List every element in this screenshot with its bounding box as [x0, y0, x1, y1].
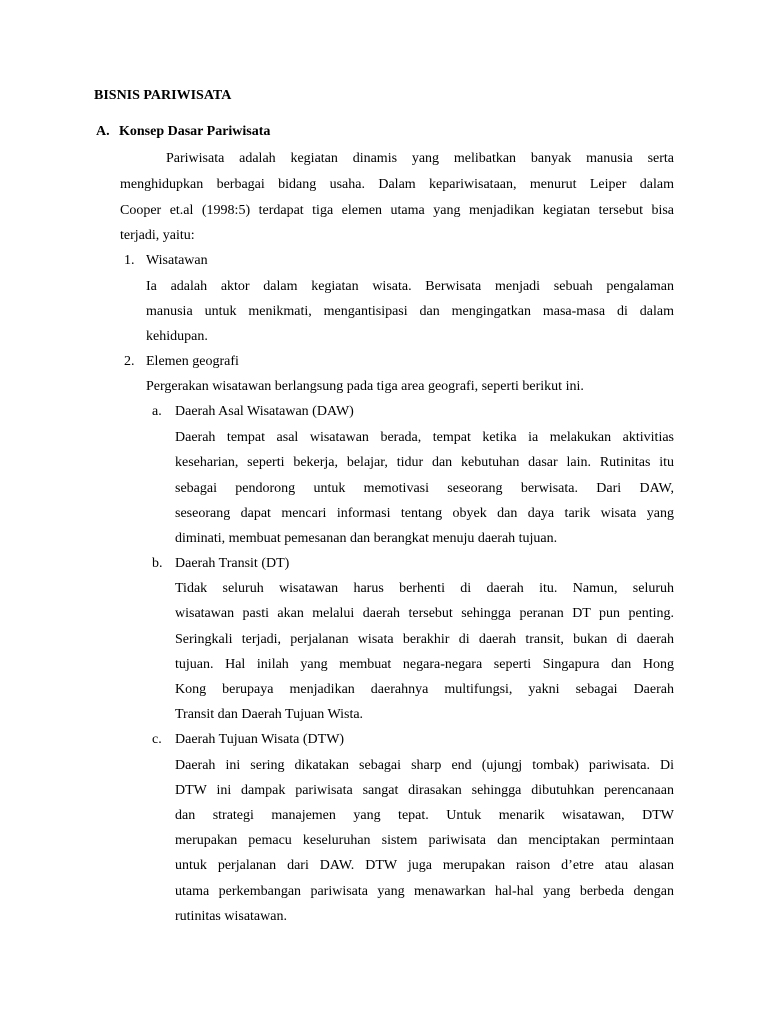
subitem-c-text-line: utama perkembangan pariwisata yang menawarkan hal-hal yang berbeda dengan: [175, 884, 674, 899]
subitem-b-text-line: Tidak seluruh wisatawan harus berhenti di daerah itu. Namun, seluruh: [175, 581, 674, 596]
subitem-c-text-line: dan strategi manajemen yang tepat. Untuk menarik wisatawan, DTW: [175, 808, 674, 823]
subitem-a-text-line: keseharian, seperti bekerja, belajar, tidur dan kebutuhan dasar lain. Rutinitas itu: [175, 455, 674, 470]
item-1-label: Wisatawan: [146, 253, 208, 268]
item-1-marker: 1.: [124, 253, 135, 268]
document-title: BISNIS PARIWISATA: [94, 88, 232, 103]
subitem-a-text-line: Daerah tempat asal wisatawan berada, tempat ketika ia melakukan aktivitias: [175, 430, 674, 445]
subitem-c-text-line: rutinitas wisatawan.: [175, 909, 287, 924]
item-2-label: Elemen geografi: [146, 354, 239, 369]
subitem-a-text-line: seseorang dapat mencari informasi tentang obyek dan daya tarik wisata yang: [175, 506, 674, 521]
subitem-a-label: Daerah Asal Wisatawan (DAW): [175, 404, 354, 419]
subitem-c-marker: c.: [152, 732, 162, 747]
subitem-a-text-line: sebagai pendorong untuk memotivasi seseorang berwisata. Dari DAW,: [175, 481, 674, 496]
subitem-b-text-line: tujuan. Hal inilah yang membuat negara-negara seperti Singapura dan Hong: [175, 657, 674, 672]
section-a-marker: A.: [96, 124, 110, 139]
item-1-text-line: kehidupan.: [146, 329, 208, 344]
intro-line: terjadi, yaitu:: [120, 228, 195, 243]
subitem-b-text-line: Transit dan Daerah Tujuan Wista.: [175, 707, 364, 722]
subitem-a-text-line: diminati, membuat pemesanan dan berangkat menuju daerah tujuan.: [175, 531, 558, 546]
intro-line: Cooper et.al (1998:5) terdapat tiga elemen utama yang menjadikan kegiatan tersebut bisa: [120, 203, 674, 218]
item-2-marker: 2.: [124, 354, 135, 369]
section-a-heading: Konsep Dasar Pariwisata: [119, 124, 271, 139]
intro-line: Pariwisata adalah kegiatan dinamis yang melibatkan banyak manusia serta: [166, 151, 674, 166]
subitem-c-text-line: untuk perjalanan dari DAW. DTW juga merupakan raison d’etre atau alasan: [175, 858, 674, 873]
item-1-text-line: Ia adalah aktor dalam kegiatan wisata. Berwisata menjadi sebuah pengalaman: [146, 279, 674, 294]
subitem-c-text-line: Daerah ini sering dikatakan sebagai sharp end (ujungj tombak) pariwisata. Di: [175, 758, 674, 773]
subitem-c-label: Daerah Tujuan Wisata (DTW): [175, 732, 345, 747]
subitem-b-label: Daerah Transit (DT): [175, 556, 290, 571]
subitem-b-text-line: wisatawan pasti akan melalui daerah tersebut sehingga peranan DT pun penting.: [175, 606, 674, 621]
item-2-text-line: Pergerakan wisatawan berlangsung pada tiga area geografi, seperti berikut ini.: [146, 379, 584, 394]
subitem-b-marker: b.: [152, 556, 163, 571]
subitem-b-text-line: Kong berupaya menjadikan daerahnya multifungsi, yakni sebagai Daerah: [175, 682, 674, 697]
intro-line: menghidupkan berbagai bidang usaha. Dalam kepariwisataan, menurut Leiper dalam: [120, 177, 674, 192]
subitem-a-marker: a.: [152, 404, 162, 419]
subitem-c-text-line: DTW ini dampak pariwisata sangat dirasakan sehingga dibutuhkan perencanaan: [175, 783, 674, 798]
item-1-text-line: manusia untuk menikmati, mengantisipasi dan mengingatkan masa-masa di dalam: [146, 304, 674, 319]
subitem-b-text-line: Seringkali terjadi, perjalanan wisata berakhir di daerah transit, bukan di daerah: [175, 632, 674, 647]
subitem-c-text-line: merupakan pemacu keseluruhan sistem pariwisata dan menciptakan permintaan: [175, 833, 674, 848]
